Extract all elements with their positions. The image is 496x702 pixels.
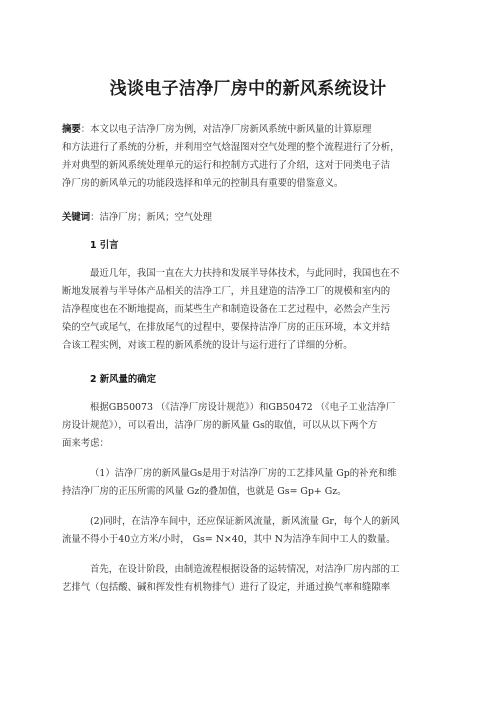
body-line: （1）洁净厂房的新风量Gs是用于对洁净厂房的工艺排风量 Gp的补充和维 xyxy=(90,468,397,479)
keywords-label: 关键词 xyxy=(62,212,91,223)
body-line: 染的空气或尾气，在排放尾气的过程中，要保持洁净厂房的正压环境，本文并结 xyxy=(62,322,391,333)
abstract-line: 并对典型的新风系统处理单元的运行和控制方式进行了介绍，这对于同类电子洁 xyxy=(62,160,391,171)
abstract-label: 摘要 xyxy=(62,124,81,135)
abstract-line: 净厂房的新风单元的功能段选择和单元的控制具有重要的借鉴意义。 xyxy=(62,178,344,189)
body-line: 合该工程实例，对该工程的新风系统的设计与运行进行了详细的分析。 xyxy=(62,340,353,351)
body-line: 根据GB50073 （《洁净厂房设计规范》）和GB50472 （《电子工业洁净厂 xyxy=(90,402,396,413)
keywords-line: 关键词：洁净厂房；新风；空气处理 xyxy=(62,212,213,223)
body-line: 持洁净厂房的正压所需的风量 Gz的叠加值，也就是 Gs= Gp+ Gz。 xyxy=(62,486,347,497)
page-title: 浅谈电子洁净厂房中的新风系统设计 xyxy=(109,79,387,99)
body-line: 流量不得小于40立方米/小时， Gs= N×40，其中 N为洁净车间中工人的数量。 xyxy=(62,534,396,545)
body-line: 房设计规范》），可以看出，洁净厂房的新风量 Gs的取值，可以从以下两个方 xyxy=(62,420,378,431)
abstract-line: 和方法进行了系统的分析，并利用空气焓湿图对空气处理的整个流程进行了分析， xyxy=(62,142,400,153)
body-line: 面来考虑： xyxy=(62,438,109,449)
section-heading-intro: 1 引言 xyxy=(90,240,119,251)
body-line: 艺排气（包括酸、碱和挥发性有机物排气）进行了设定，并通过换气率和缝隙率 xyxy=(62,582,391,593)
body-line: 首先，在设计阶段，由制造流程根据设备的运转情况，对洁净厂房内部的工 xyxy=(90,564,400,575)
body-line: 最近几年，我国一直在大力扶持和发展半导体技术，与此同时，我国也在不 xyxy=(90,268,400,279)
body-line: (2)同时，在洁净车间中，还应保证新风流量，新风流量 Gr，每个人的新风 xyxy=(90,516,400,527)
section-heading-fresh-air: 2 新风量的确定 xyxy=(90,374,157,385)
body-line: 断地发展着与半导体产品相关的洁净工厂，并且建造的洁净工厂的规模和室内的 xyxy=(62,286,391,297)
abstract-line: 摘要：本文以电子洁净厂房为例，对洁净厂房新风系统中新风量的计算原理 xyxy=(62,124,372,135)
body-line: 洁净程度也在不断地提高，而某些生产和制造设备在工艺过程中，必然会产生污 xyxy=(62,304,391,315)
